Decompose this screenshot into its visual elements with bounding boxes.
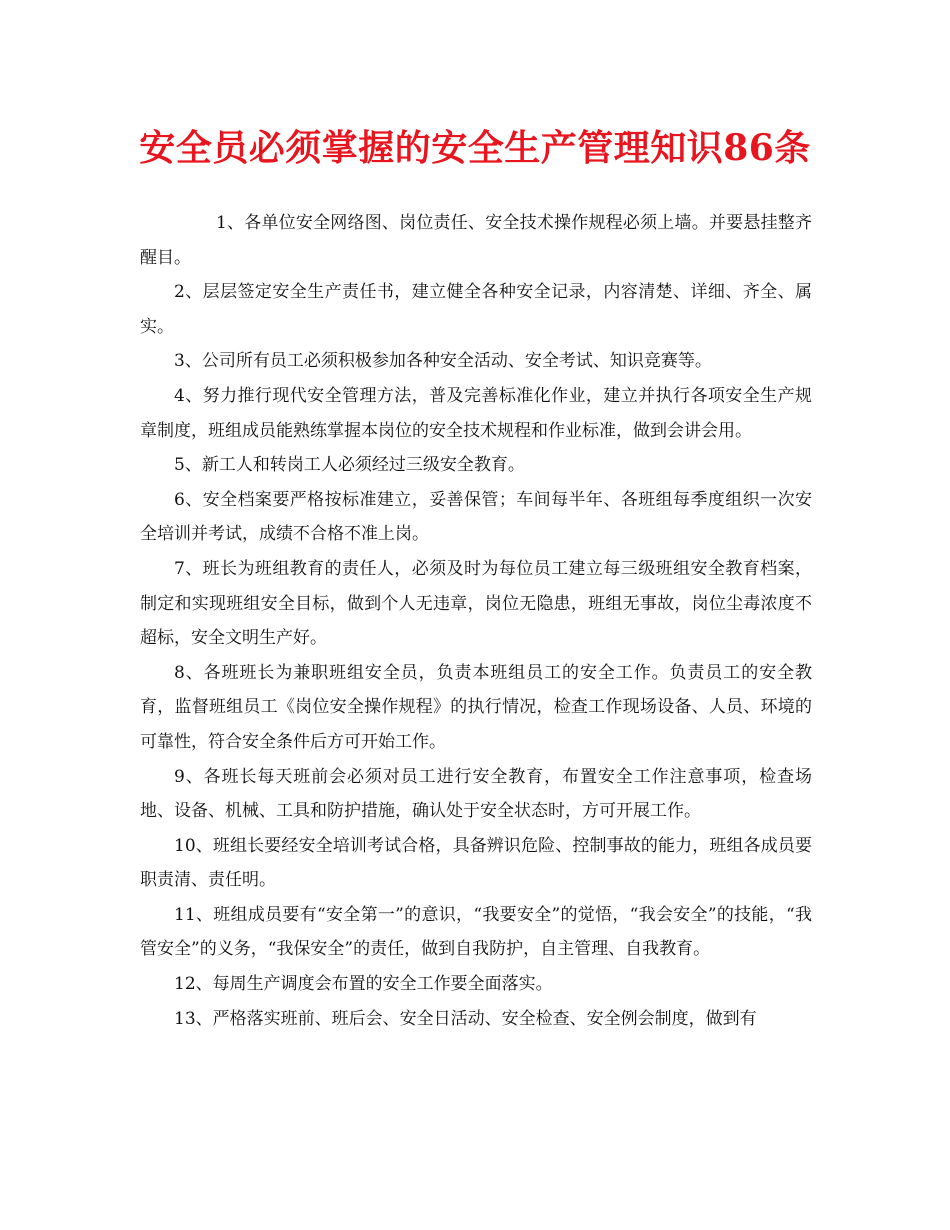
document-body	[140, 206, 812, 1036]
paragraph-5: 5、新工人和转岗工人必须经过三级安全教育。	[174, 455, 525, 476]
paragraph-10: 10、班组长要经安全培训考试合格，具备辨识危险、控制事故的能力，班组各成员要职责清、责任明。	[140, 835, 812, 891]
paragraph-13: 13、严格落实班前、班后会、安全日活动、安全检查、安全例会制度，做到有	[174, 1008, 757, 1029]
document-title: 安全员必须掌握的安全生产管理知识86条	[139, 127, 811, 169]
paragraph-6: 6、安全档案要严格按标准建立，妥善保管；车间每半年、各班组每季度组织一次安全培训并考试，成绩不合格不准上岗。	[140, 489, 812, 545]
paragraph-3: 3、公司所有员工必须积极参加各种安全活动、安全考试、知识竞赛等。	[174, 351, 712, 372]
paragraph-12: 12、每周生产调度会布置的安全工作要全面落实。	[174, 974, 553, 995]
paragraph-9: 9、各班长每天班前会必须对员工进行安全教育，布置安全工作注意事项，检查场地、设备、机械、工具和防护措施，确认处于安全状态时，方可开展工作。	[140, 766, 812, 822]
paragraph-11: 11、班组成员要有“安全第一”的意识，“我要安全”的觉悟，“我会安全”的技能，“我管安全”的义务，“我保安全”的责任，做到自我防护，自主管理、自我教育。	[140, 904, 812, 960]
paragraph-1: 1、各单位安全网络图、岗位责任、安全技术操作规程必须上墙。并要悬挂整齐醒目。	[140, 213, 812, 268]
paragraph-2: 2、层层签定安全生产责任书，建立健全各种安全记录，内容清楚、详细、齐全、属实。	[140, 282, 812, 337]
paragraph-8: 8、各班班长为兼职班组安全员，负责本班组员工的安全工作。负责员工的安全教育，监督班组员工《岗位安全操作规程》的执行情况，检查工作现场设备、人员、环境的可靠性，符合安全条件后方可开始工作。	[140, 662, 812, 752]
paragraph-4: 4、努力推行现代安全管理方法，普及完善标准化作业，建立并执行各项安全生产规章制度，班组成员能熟练掌握本岗位的安全技术规程和作业标准，做到会讲会用。	[140, 385, 812, 441]
paragraph-7: 7、班长为班组教育的责任人，必须及时为每位员工建立每三级班组安全教育档案，制定和实现班组安全目标，做到个人无违章，岗位无隐患，班组无事故，岗位尘毒浓度不超标，安全文明生产好。	[140, 558, 812, 649]
